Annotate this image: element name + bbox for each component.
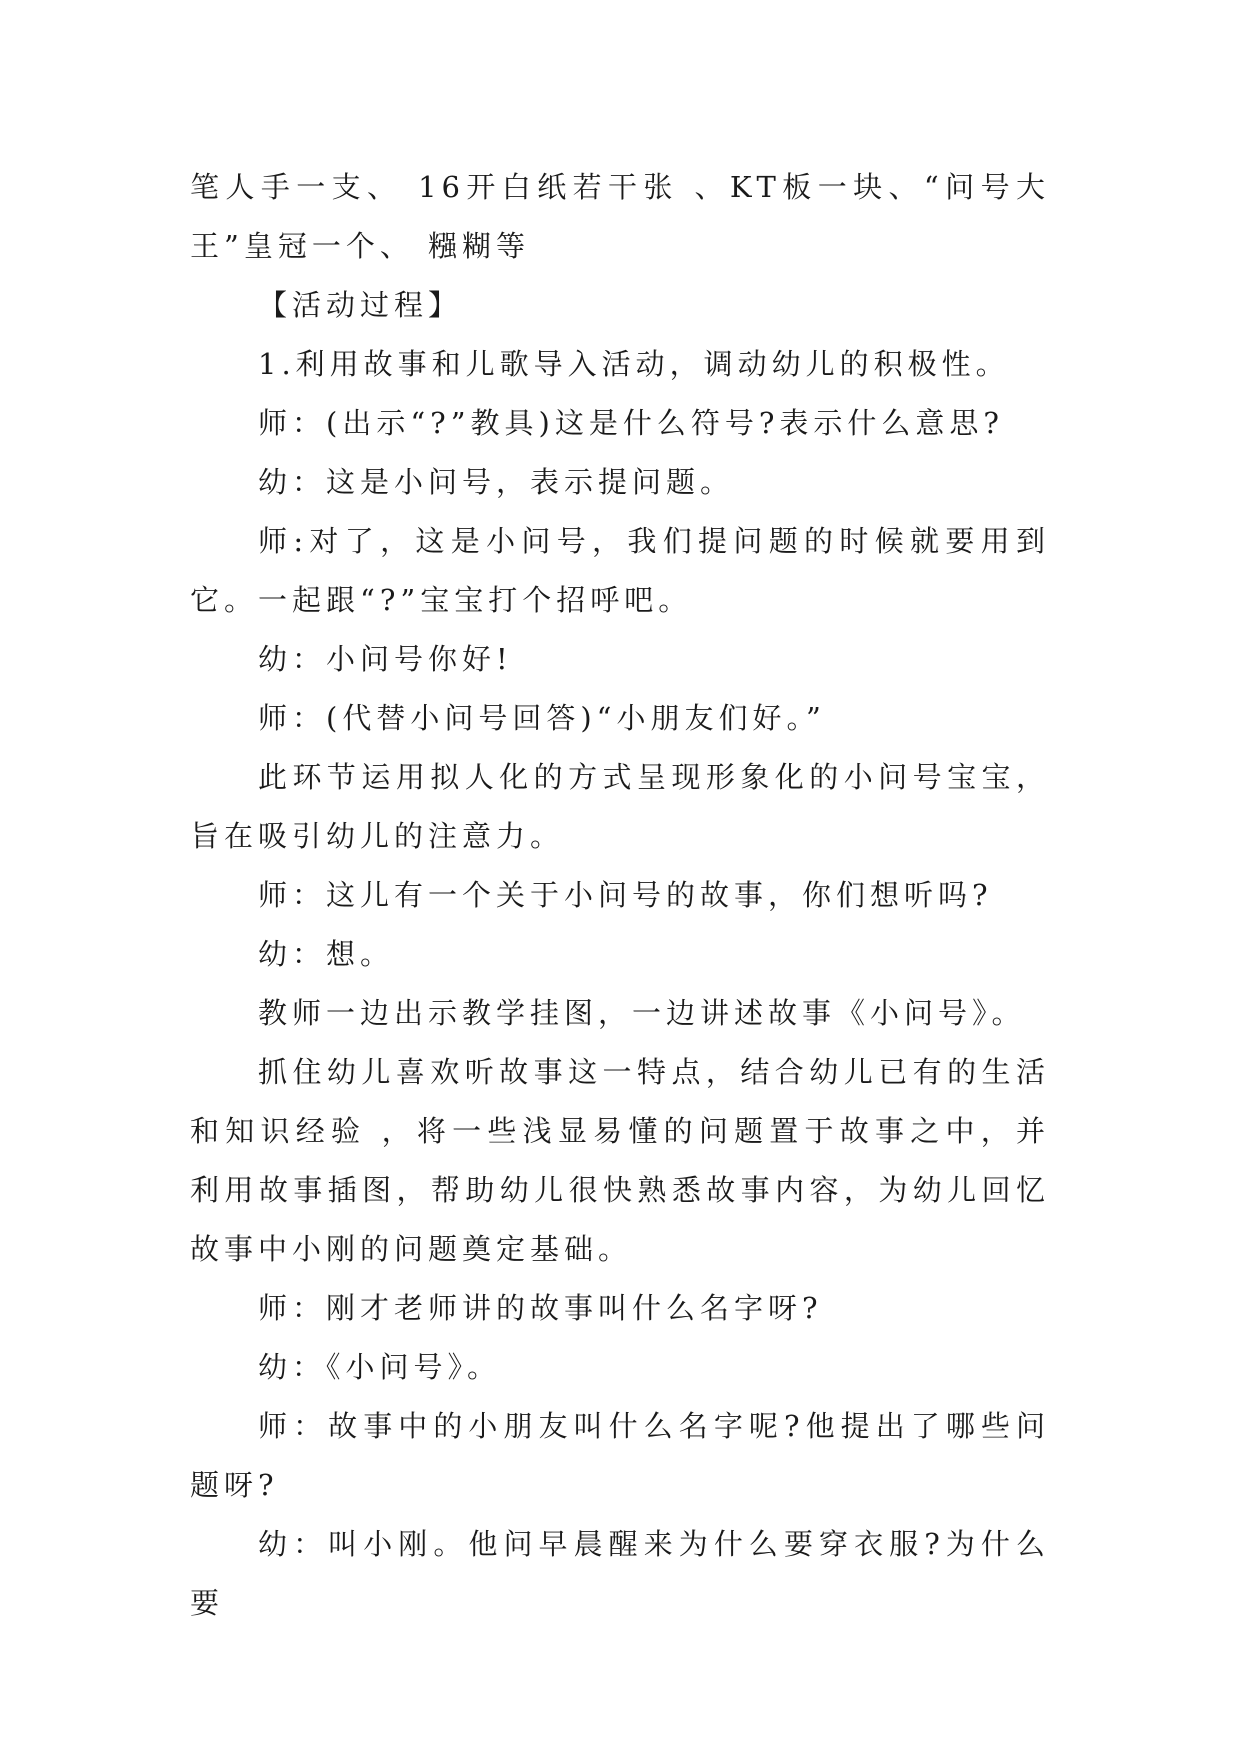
dialogue-line: 师：(代替小问号回答)“小朋友们好。” xyxy=(258,701,826,735)
dialogue-line: 师：(出示“?”教具)这是什么符号?表示什么意思? xyxy=(258,406,1004,440)
dialogue-line: 师：这儿有一个关于小问号的故事，你们想听吗? xyxy=(258,878,993,912)
dialogue-line: 幼：想。 xyxy=(258,937,395,971)
paragraph-step-1: 1.利用故事和儿歌导入活动，调动幼儿的积极性。 xyxy=(258,347,1010,381)
section-heading-activity-process: 【活动过程】 xyxy=(258,288,463,322)
commentary-paragraph: 抓住幼儿喜欢听故事这一特点，结合幼儿已有的生活和知识经验 ，将一些浅显易懂的问题置于故事之中，并利用故事插图，帮助幼儿很快熟悉故事内容，为幼儿回忆故事中小刚的问题奠定基础。 xyxy=(190,1055,1050,1266)
dialogue-line: 幼：这是小问号，表示提问题。 xyxy=(258,465,735,499)
dialogue-line: 幼：叫小刚。他问早晨醒来为什么要穿衣服?为什么要 xyxy=(190,1527,1050,1620)
dialogue-line: 师：刚才老师讲的故事叫什么名字呀? xyxy=(258,1291,823,1325)
dialogue-line: 幼：小问号你好! xyxy=(258,642,513,676)
dialogue-line: 师：故事中的小朋友叫什么名字呢?他提出了哪些问题呀? xyxy=(190,1409,1050,1502)
narrative-line: 教师一边出示教学挂图，一边讲述故事《小问号》。 xyxy=(258,996,1026,1030)
commentary-paragraph: 此环节运用拟人化的方式呈现形象化的小问号宝宝，旨在吸引幼儿的注意力。 xyxy=(190,760,1050,853)
paragraph-materials: 笔人手一支、 16开白纸若干张 、KT板一块、“问号大王”皇冠一个、 糨糊等 xyxy=(190,170,1050,263)
dialogue-line: 幼：《小问号》。 xyxy=(258,1350,502,1384)
dialogue-line: 师:对了，这是小问号，我们提问题的时候就要用到它。一起跟“?”宝宝打个招呼吧。 xyxy=(190,524,1050,617)
document-body xyxy=(190,158,1050,1633)
